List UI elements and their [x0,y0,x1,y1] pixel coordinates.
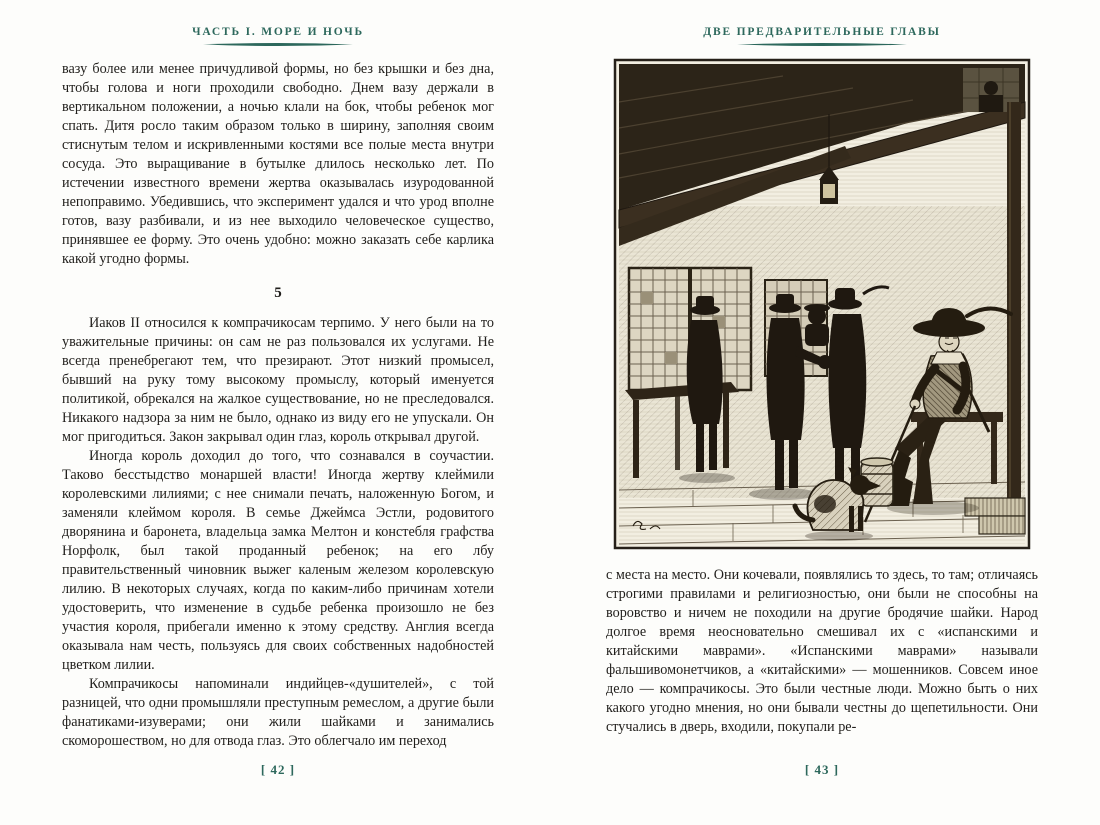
body-paragraph: Иаков II относился к компрачикосам терпимо. У него были на то уважительные причины: он сам не раз пользовался их услугами. Не всегда пренебрегают тем, что презирают. Этот низкий промысел, бывший на руку тому высокому промыслу, который именуется политикой, обрекался на жалкое существование, но не преследовался. Никакого надзора за ним не было, однако из виду его не упускали. Он мог пригодиться. Закон закрывал один глаз, король открывал другой. [62,315,494,445]
body-paragraph: Компрачикосы напоминали индийцев-«душителей», с той разницей, что одни промышляли преступным ремеслом, а другие были фанатиками-изуверами; они жили шайками и занимались скоморошеством, но для отвода глаз. Это облегчало им переход [62,676,494,749]
page-number-right: [ 43 ] [804,762,840,777]
page-left [62,26,494,808]
running-head-text-right: ДВЕ ПРЕДВАРИТЕЛЬНЫЕ ГЛАВЫ [703,26,941,38]
body-paragraph: вазу более или менее причудливой формы, но без крышки и без дна, чтобы голова и ноги проходили свободно. Днем вазу держали в вертикальном положении, а ночью клали на бок, чтобы ребенок мог спать. Дитя росло таким образом только в ширину, заполняя своим стиснутым телом и искривленными костями все полые места внутри сосуда. Это выращивание в бутылке длилось несколько лет. По истечении известного времени жертва оказывалась изуродованной непоправимо. Убедившись, что эксперимент удался и что урод вполне готов, вазу разбивали, и из нее выходило человеческое существо, принявшее ее форму. Это очень удобно: можно заказать себе карлика какой угодно формы. [62,61,494,267]
running-head-text-left: ЧАСТЬ I. МОРЕ И НОЧЬ [192,26,364,38]
swelled-rule-icon [203,41,353,48]
swelled-rule-icon [737,41,907,48]
body-text-left [62,60,494,751]
page-right [606,26,1038,808]
running-head-right [606,26,1038,48]
section-number: 5 [274,285,282,301]
illustration-engraving [613,58,1031,550]
body-paragraph: Иногда король доходил до того, что сознавался в соучастии. Таково бесстыдство монаршей власти! Иногда жертву клеймили королевскими лилиями; с нее снимали печать, наложенную Богом, и заменяли клеймом короля. В семье Джеймса Эстли, родовитого дворянина и баронета, владельца замка Мелтон и констебля графства Норфолк, был такой проданный ребенок; на его лбу правительственный чиновник выжег каленым железом королевскую лилию. В некоторых случаях, когда по каким-либо причинам хотели удостоверить, что изменение в судьбе ребенка произошло не без участия короля, прибегали именно к этому средству. Англия всегда оказывала нам честь, пользуясь для своих собственных надобностей цветком лилии. [62,448,494,673]
body-paragraph: с места на место. Они кочевали, появлялись то здесь, то там; отличаясь строгими правилами и религиозностью, они были не способны на воровство и ничем не походили на другие бродячие шайки. Народ долгое время неосновательно смешивал их с «испанскими и китайскими маврами». «Испанскими маврами» называли фальшивомонетчиков, а «китайскими» — мошенников. Совсем иное дело — компрачикосы. Это были честные люди. Можно быть о них какого угодно мнения, но они бывали честны до щепетильности. Они стучались в дверь, входили, покупали ре- [606,567,1038,735]
wall-post [1007,102,1021,502]
running-head-left [62,26,494,48]
body-text-right [606,566,1038,737]
tavern-engraving [613,58,1031,550]
page-number-left: [ 42 ] [260,762,296,777]
